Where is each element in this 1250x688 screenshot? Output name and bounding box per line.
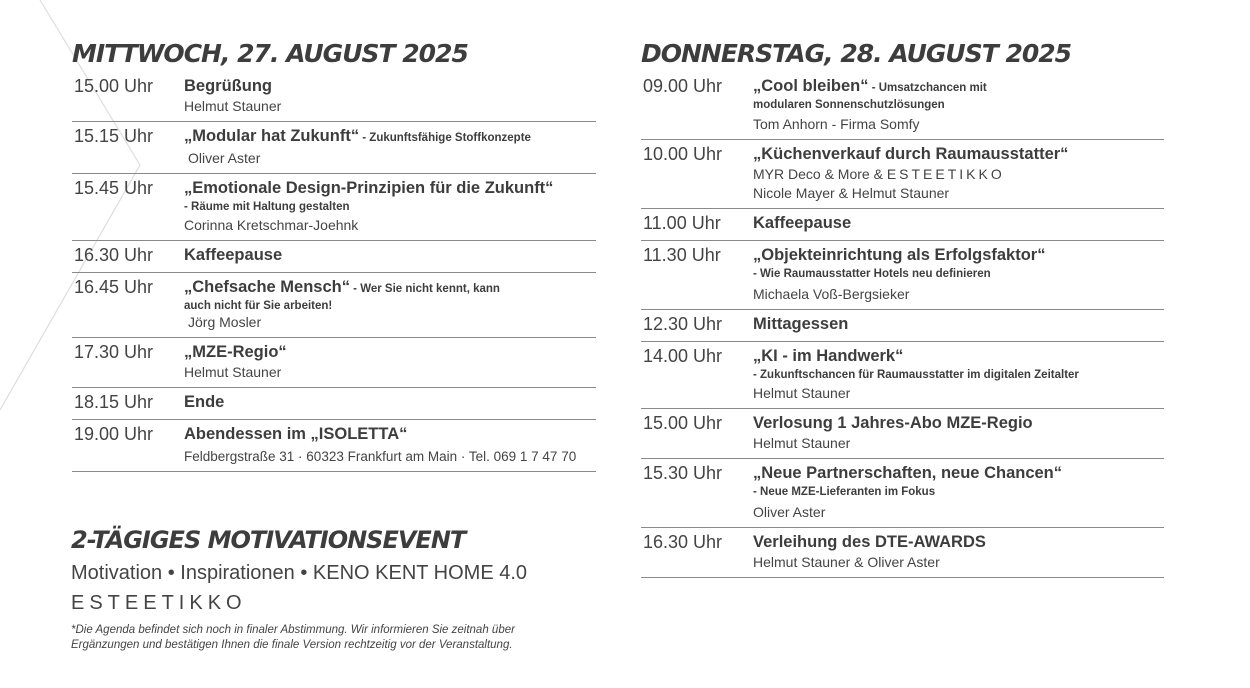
esteetikko-logo: ESTEETIKKO [71, 592, 247, 614]
agenda-time: 16.45 Uhr [74, 277, 154, 297]
agenda-item [641, 528, 1164, 578]
agenda-time: 11.30 Uhr [643, 245, 721, 265]
agenda-speaker: Oliver Aster [753, 504, 826, 520]
agenda-title: Verlosung 1 Jahres-Abo MZE-Regio [753, 414, 1033, 432]
day-two-title: DONNERSTAG, 28. AUGUST 2025 [641, 39, 1072, 68]
agenda-subtitle-cont: auch nicht für Sie arbeiten! [184, 300, 333, 312]
disclaimer [71, 623, 611, 653]
agenda-title: „Modular hat Zukunft“ [184, 127, 360, 145]
agenda-time: 15.15 Uhr [74, 126, 154, 146]
agenda-item [72, 420, 596, 472]
agenda-title: Verleihung des DTE-AWARDS [753, 533, 986, 551]
agenda-time: 15.30 Uhr [643, 463, 723, 483]
agenda-speaker: Michaela Voß-Bergsieker [753, 286, 910, 302]
agenda-title: „Küchenverkauf durch Raumausstatter“ [753, 145, 1069, 163]
agenda-title: „MZE-Regio“ [184, 343, 287, 361]
agenda-speaker: Helmut Stauner [753, 435, 851, 451]
agenda-time: 15.00 Uhr [643, 413, 723, 433]
event-info [71, 524, 611, 653]
agenda-item [72, 338, 596, 388]
agenda-speaker: Jörg Mosler [188, 314, 262, 330]
agenda-item [72, 72, 596, 122]
agenda-title: „Cool bleiben“ [753, 77, 869, 95]
agenda-subtitle: - Neue MZE-Lieferanten im Fokus [753, 486, 936, 498]
event-subtitle: Motivation • Inspirationen • KENO KENT HOME 4.0 [71, 562, 528, 584]
agenda-item [641, 342, 1164, 409]
day-two-agenda [641, 72, 1164, 578]
agenda-speaker: Helmut Stauner [184, 364, 282, 380]
agenda-time: 16.30 Uhr [74, 245, 154, 265]
agenda-time: 18.15 Uhr [74, 392, 154, 412]
disclaimer-line: *Die Agenda befindet sich noch in finaler Abstimmung. Wir informieren Sie zeitnah über [71, 624, 515, 636]
agenda-item [641, 72, 1164, 140]
agenda-subtitle: - Zukunftsfähige Stoffkonzepte [359, 132, 531, 144]
agenda-item [641, 140, 1164, 209]
agenda-time: 15.45 Uhr [74, 178, 154, 198]
day-one-title: MITTWOCH, 27. AUGUST 2025 [72, 39, 468, 68]
agenda-time: 10.00 Uhr [643, 144, 723, 164]
agenda-subtitle: - Räume mit Haltung gestalten [184, 201, 350, 213]
agenda-speaker: Tom Anhorn - Firma Somfy [753, 116, 920, 132]
agenda-time: 17.30 Uhr [74, 342, 154, 362]
agenda-time: 12.30 Uhr [643, 314, 723, 334]
agenda-title: Ende [184, 393, 225, 411]
agenda-time: 09.00 Uhr [643, 76, 723, 96]
agenda-time: 11.00 Uhr [643, 213, 721, 233]
event-title: 2-TÄGIGES MOTIVATIONSEVENT [71, 526, 466, 554]
agenda-item [72, 122, 596, 174]
day-one-column [72, 38, 596, 472]
agenda-item [72, 241, 596, 273]
agenda-speaker-names: Nicole Mayer & Helmut Stauner [753, 185, 950, 201]
agenda-subtitle: - Zukunftschancen für Raumausstatter im digitalen Zeitalter [753, 369, 1079, 381]
agenda-title: Abendessen im „ISOLETTA“ [184, 425, 408, 443]
agenda-subtitle-cont: modularen Sonnenschutzlösungen [753, 99, 945, 111]
esteetikko-brand: ESTEETIKKO [886, 166, 1005, 182]
agenda-title: „Objekteinrichtung als Erfolgsfaktor“ [753, 246, 1046, 264]
agenda-item [641, 409, 1164, 459]
agenda-title: Kaffeepause [184, 246, 283, 264]
agenda-title: „Emotionale Design-Prinzipien für die Zukunft“ [184, 179, 554, 197]
agenda-time: 16.30 Uhr [643, 532, 723, 552]
agenda-title: „KI - im Handwerk“ [753, 347, 904, 365]
day-two-column [641, 38, 1164, 578]
day-one-agenda [72, 72, 596, 472]
agenda-title: Begrüßung [184, 77, 272, 95]
agenda-title: „Chefsache Mensch“ [184, 278, 350, 296]
agenda-item [72, 273, 596, 338]
agenda-title: Mittagessen [753, 315, 849, 333]
agenda-item [72, 174, 596, 241]
agenda-item [641, 459, 1164, 528]
agenda-speaker: Helmut Stauner [184, 98, 282, 114]
agenda-title: „Neue Partnerschaften, neue Chancen“ [753, 464, 1063, 482]
agenda-subtitle: - Wie Raumausstatter Hotels neu definieren [753, 268, 991, 280]
agenda-time: 19.00 Uhr [74, 424, 154, 444]
agenda-time: 15.00 Uhr [74, 76, 154, 96]
venue-address: Feldbergstraße 31 · 60323 Frankfurt am Main · Tel. 069 1 7 47 70 [184, 449, 577, 464]
agenda-speaker: Helmut Stauner [753, 385, 851, 401]
disclaimer-line: Ergänzungen und bestätigen Ihnen die finale Version rechtzeitig vor der Veranstaltung. [71, 639, 513, 651]
agenda-speaker: MYR Deco & More & [753, 166, 883, 182]
agenda-speaker: Helmut Stauner & Oliver Aster [753, 554, 940, 570]
agenda-speaker: Corinna Kretschmar-Joehnk [184, 217, 359, 233]
agenda-item [72, 388, 596, 420]
agenda-item [641, 241, 1164, 310]
agenda-time: 14.00 Uhr [643, 346, 723, 366]
agenda-subtitle: - Wer Sie nicht kennt, kann [349, 283, 500, 295]
agenda-subtitle: - Umsatzchancen mit [868, 82, 987, 94]
agenda-item [641, 310, 1164, 342]
agenda-speaker: Oliver Aster [188, 150, 261, 166]
agenda-title: Kaffeepause [753, 214, 852, 232]
agenda-item [641, 209, 1164, 241]
